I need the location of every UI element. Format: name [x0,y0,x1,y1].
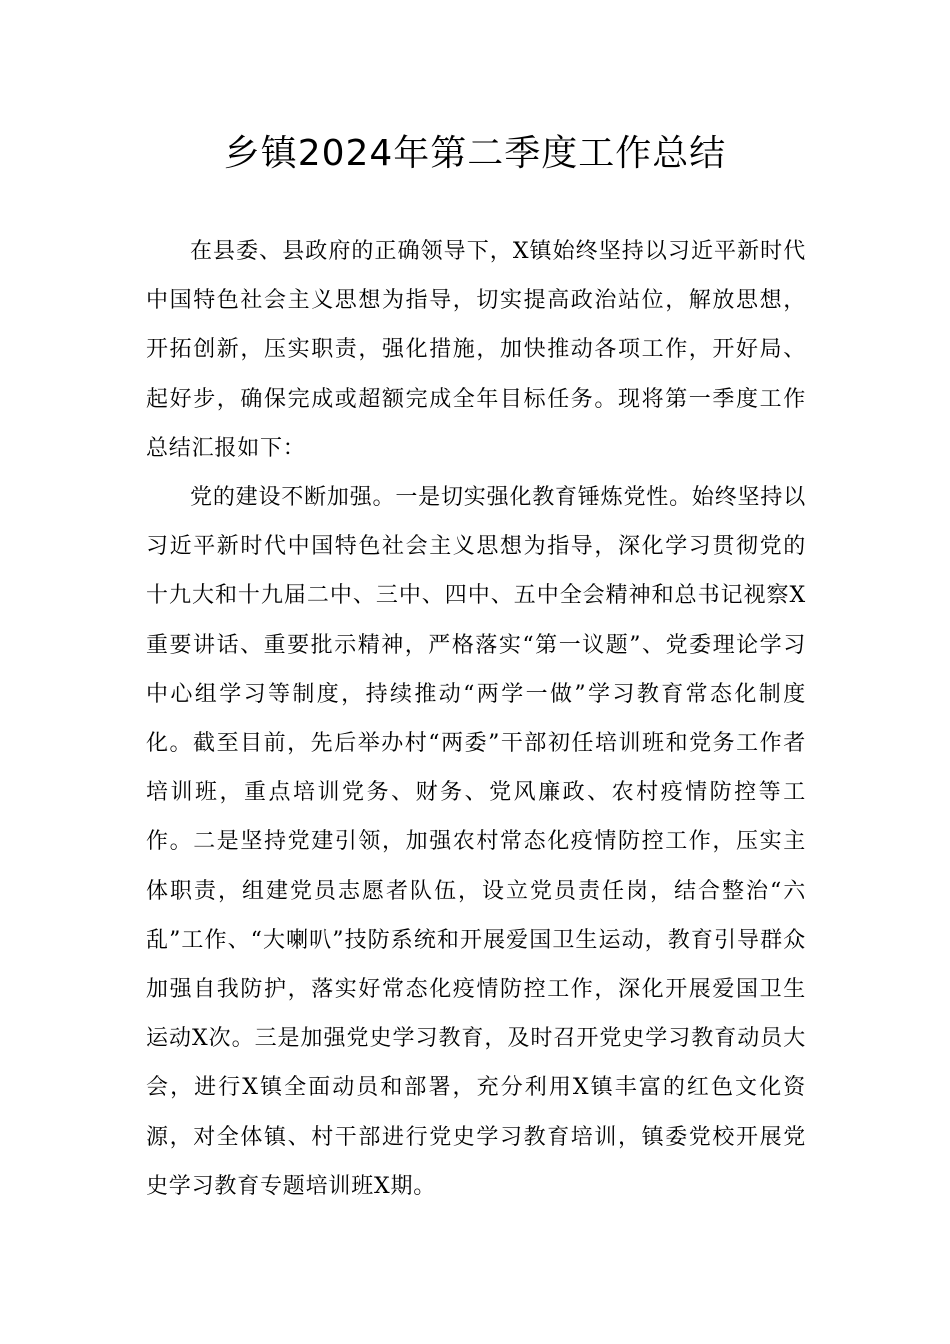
document-body [146,227,806,1211]
party-building-paragraph: 党的建设不断加强。一是切实强化教育锤炼党性。始终坚持以习近平新时代中国特色社会主义思想为指导，深化学习贯彻党的十九大和十九届二中、三中、四中、五中全会精神和总书记视察X重要讲话、重要批示精神，严格落实“第一议题”、党委理论学习中心组学习等制度，持续推动“两学一做”学习教育常态化制度化。截至目前，先后举办村“两委”干部初任培训班和党务工作者培训班，重点培训党务、财务、党风廉政、农村疫情防控等工作。二是坚持党建引领，加强农村常态化疫情防控工作，压实主体职责，组建党员志愿者队伍，设立党员责任岗，结合整治“六乱”工作、“大喇叭”技防系统和开展爱国卫生运动，教育引导群众加强自我防护，落实好常态化疫情防控工作，深化开展爱国卫生运动X次。三是加强党史学习教育，及时召开党史学习教育动员大会，进行X镇全面动员和部署，充分利用X镇丰富的红色文化资源，对全体镇、村干部进行党史学习教育培训，镇委党校开展党史学习教育专题培训班X期。 [146,485,806,1199]
intro-paragraph: 在县委、县政府的正确领导下，X镇始终坚持以习近平新时代中国特色社会主义思想为指导，切实提高政治站位，解放思想，开拓创新，压实职责，强化措施，加快推动各项工作，开好局、起好步，确保完成或超额完成全年目标任务。现将第一季度工作总结汇报如下： [146,239,806,461]
document-title: 乡镇2024年第二季度工作总结 [223,133,727,174]
